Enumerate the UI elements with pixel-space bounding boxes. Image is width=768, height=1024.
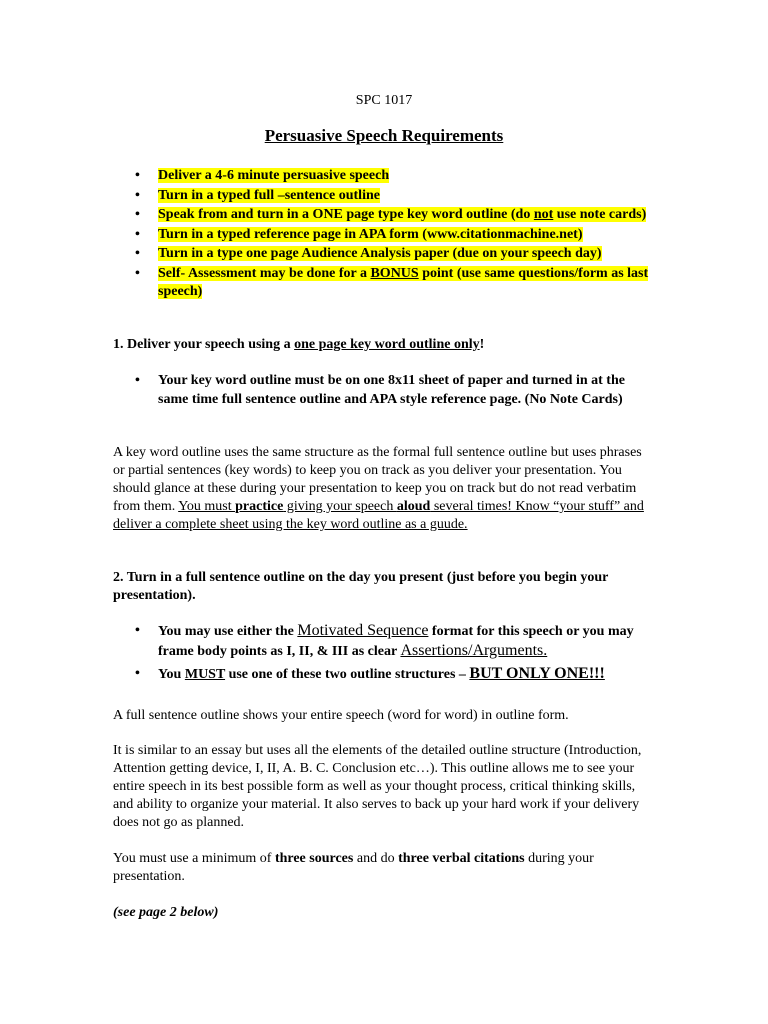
note-text: (see page 2 below) <box>113 905 219 920</box>
emphasis-text: BONUS <box>370 265 419 281</box>
full-outline-explanation <box>113 742 653 832</box>
section-1-paragraph <box>113 444 653 534</box>
list-item <box>113 265 653 302</box>
paragraph-text: You must use a minimum of <box>113 851 275 866</box>
paragraph-text: during your presentation. <box>113 851 594 884</box>
emphasis-text: aloud <box>396 499 431 514</box>
requirement-text: Speak from and turn in a ONE page type key word outline (do <box>158 207 534 222</box>
list-item <box>113 187 653 206</box>
heading-text: 1. Deliver your speech using a <box>113 337 295 352</box>
paragraph-text: A key word outline uses the same structure as the formal full sentence outline but uses phrases or partial sentences (key words) to keep you on track as you deliver your presentation. You should glance at these during your presentation to keep you on track but do not read verbatim from them. <box>113 445 642 514</box>
sources-requirement <box>113 850 653 886</box>
emphasis-text: not <box>533 207 554 222</box>
bullet-text: use one of these two outline structures – <box>225 667 470 682</box>
list-item <box>113 622 653 661</box>
requirement-text: Turn in a typed reference page in APA form (www.citationmachine.net) <box>158 226 583 242</box>
requirements-list <box>113 167 653 303</box>
requirement-text: Turn in a type one page Audience Analysis paper (due on your speech day) <box>158 246 602 261</box>
list-item <box>113 226 653 245</box>
page-note <box>113 904 653 922</box>
emphasis-text: Motivated Sequence <box>297 622 429 639</box>
heading-text: 2. Turn in a full sentence outline on the day you present (just before you begin your presentation). <box>113 570 609 603</box>
list-item <box>113 665 653 685</box>
paragraph-text: several times! Know “your stuff” and deliver a complete sheet using the key word outline as a guude. <box>113 499 644 532</box>
section-2-heading <box>113 569 653 605</box>
list-item: • Your key word outline must be on one 8x11 sheet of paper and turned in at the same time full sentence outline and APA style reference page. (No Note Cards) <box>113 372 653 409</box>
heading-emphasis: one page key word outline only <box>294 337 480 352</box>
full-outline-definition <box>113 707 653 725</box>
emphasis-text: practice <box>235 499 284 514</box>
requirement-text: Deliver a 4-6 minute persuasive speech <box>158 168 390 183</box>
heading-text: ! <box>479 337 485 352</box>
section-1-heading <box>113 336 653 354</box>
emphasis-text: Assertions/Arguments. <box>400 641 548 659</box>
requirement-text: Turn in a typed full –sentence outline <box>158 187 380 203</box>
course-code: SPC 1017 <box>355 93 413 108</box>
requirement-text: use note cards) <box>553 207 647 222</box>
paragraph-text: You must <box>178 499 236 514</box>
paragraph-text: A full sentence outline shows your entire speech (word for word) in outline form. <box>113 708 569 723</box>
emphasis-text: MUST <box>184 667 226 682</box>
bullet-text: format for this speech or you may frame body points as I, II, & III as clear <box>158 624 634 659</box>
requirement-text: point (use same questions/form as last speech) <box>158 265 649 299</box>
paragraph-text: giving your speech <box>283 499 397 514</box>
page-title: Persuasive Speech Requirements <box>264 126 504 145</box>
bullet-text: You may use either the <box>158 624 298 639</box>
list-item <box>113 206 653 225</box>
bullet-text: You <box>158 667 185 682</box>
section-2-bullets <box>113 622 653 685</box>
emphasis-text: three sources <box>274 851 354 866</box>
emphasis-text: three verbal citations <box>398 851 525 866</box>
paragraph-text: and do <box>353 851 399 866</box>
emphasis-text: BUT ONLY ONE!!! <box>469 665 605 682</box>
section-1-bullets <box>113 372 653 409</box>
paragraph-text: It is similar to an essay but uses all the elements of the detailed outline structure (Introduction, Attention getting device, I, II, A. B. C. Conclusion etc…). This outline allows me to see your entire speech in its best possible form as well as your thought process, critical thinking skills, and ability to organize your material. It also serves to back up your hard work if your delivery does not go as planned. <box>113 743 642 830</box>
requirement-text: Self- Assessment may be done for a <box>158 265 371 281</box>
list-item <box>113 245 653 264</box>
list-item <box>113 167 653 186</box>
